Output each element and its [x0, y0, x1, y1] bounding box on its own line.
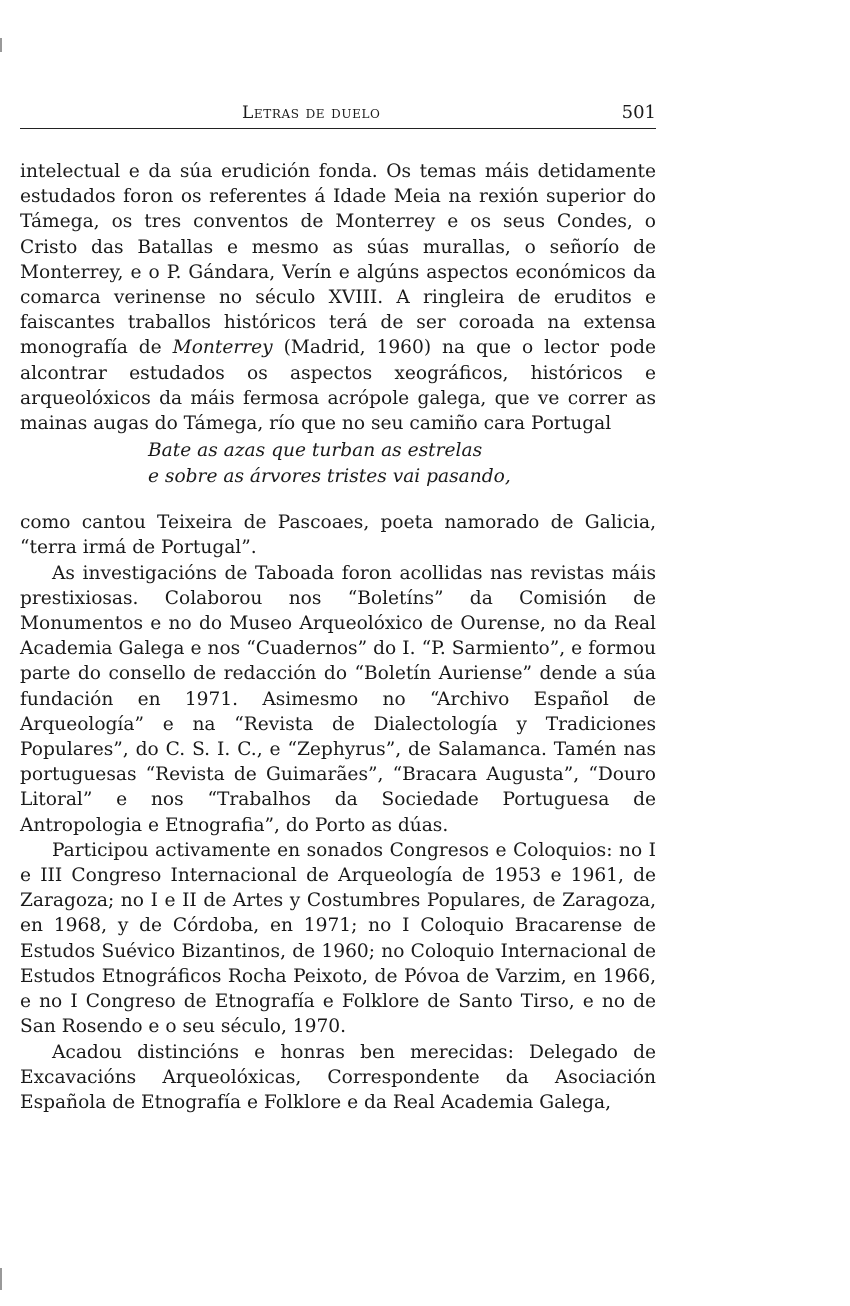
- verse-line-1: Bate as azas que turban as estrelas: [148, 440, 483, 462]
- scan-edge-mark: [0, 38, 2, 52]
- book-title: Monterrey: [172, 337, 273, 359]
- running-head: Letras de duelo: [242, 103, 381, 123]
- verse-quote: [148, 438, 656, 490]
- paragraph-1: [20, 159, 656, 436]
- body-text: [20, 159, 656, 1115]
- paragraph-4: Participou activamente en sonados Congresos e Coloquios: no I e III Congreso Internacional de Arqueología de 1953 e 1961, de Zaragoza; no I e II de Artes y Costumbres Populares, de Zaragoza, en 1968, y de Córdoba, en 1971; no I Coloquio Bracarense de Estudos Suévico Bizantinos, de 1960; no Coloquio Internacional de Estudos Etnográficos Rocha Peixoto, de Póvoa de Varzim, en 1966, e no I Congreso de Etnografía e Folklore de Santo Tirso, e no de San Rosendo e o seu século, 1970.: [20, 839, 656, 1038]
- paragraph-1-end: (Madrid, 1960) na que o lector pode alcontrar estudados os aspectos xeográficos, históricos e arqueolóxicos da máis fermosa acrópole galega, que ve correr as mainas augas do Támega, río que no seu camiño cara Portugal: [20, 337, 656, 435]
- book-page: [20, 100, 656, 1115]
- paragraph-5: Acadou distincións e honras ben merecidas: Delegado de Excavacións Arqueolóxicas, Correspondente da Asociación Española de Etnografía e Folklore e da Real Academia Galega,: [20, 1041, 656, 1113]
- scan-edge-mark: [0, 1268, 2, 1290]
- page-number: 501: [621, 102, 656, 123]
- paragraph-1-text: intelectual e da súa erudición fonda. Os temas máis detidamente estudados foron os referentes á Idade Meia na rexión superior do Támega, os tres conventos de Monterrey e os seus Condes, o Cristo das Batallas e mesmo as súas murallas, o señorío de Monterrey, e o P. Gándara, Verín e algúns aspectos económicos da comarca verinense no século XVIII. A ringleira de eruditos e faiscantes traballos históricos terá de ser coroada na extensa monografía de: [20, 161, 656, 359]
- verse-line-2: e sobre as árvores tristes vai pasando,: [148, 466, 511, 488]
- paragraph-2: como cantou Teixeira de Pascoaes, poeta namorado de Galicia, “terra irmá de Portugal”.: [20, 512, 656, 559]
- paragraph-3: As investigacións de Taboada foron acollidas nas revistas máis prestixiosas. Colaborou nos “Boletíns” da Comisión de Monumentos e no do Museo Arqueolóxico de Ourense, no da Real Academia Galega e nos “Cuadernos” do I. “P. Sarmiento”, e formou parte do consello de redacción do “Boletín Auriense” dende a súa fundación en 1971. Asimesmo no “Archivo Español de Arqueología” e na “Revista de Dialectología y Tradiciones Populares”, do C. S. I. C., e “Zephyrus”, de Salamanca. Tamén nas portuguesas “Revista de Guimarães”, “Bracara Augusta”, “Douro Litoral” e nos “Trabalhos da Sociedade Portuguesa de Antropologia e Etnografia”, do Porto as dúas.: [20, 562, 656, 836]
- page-header: [20, 100, 656, 129]
